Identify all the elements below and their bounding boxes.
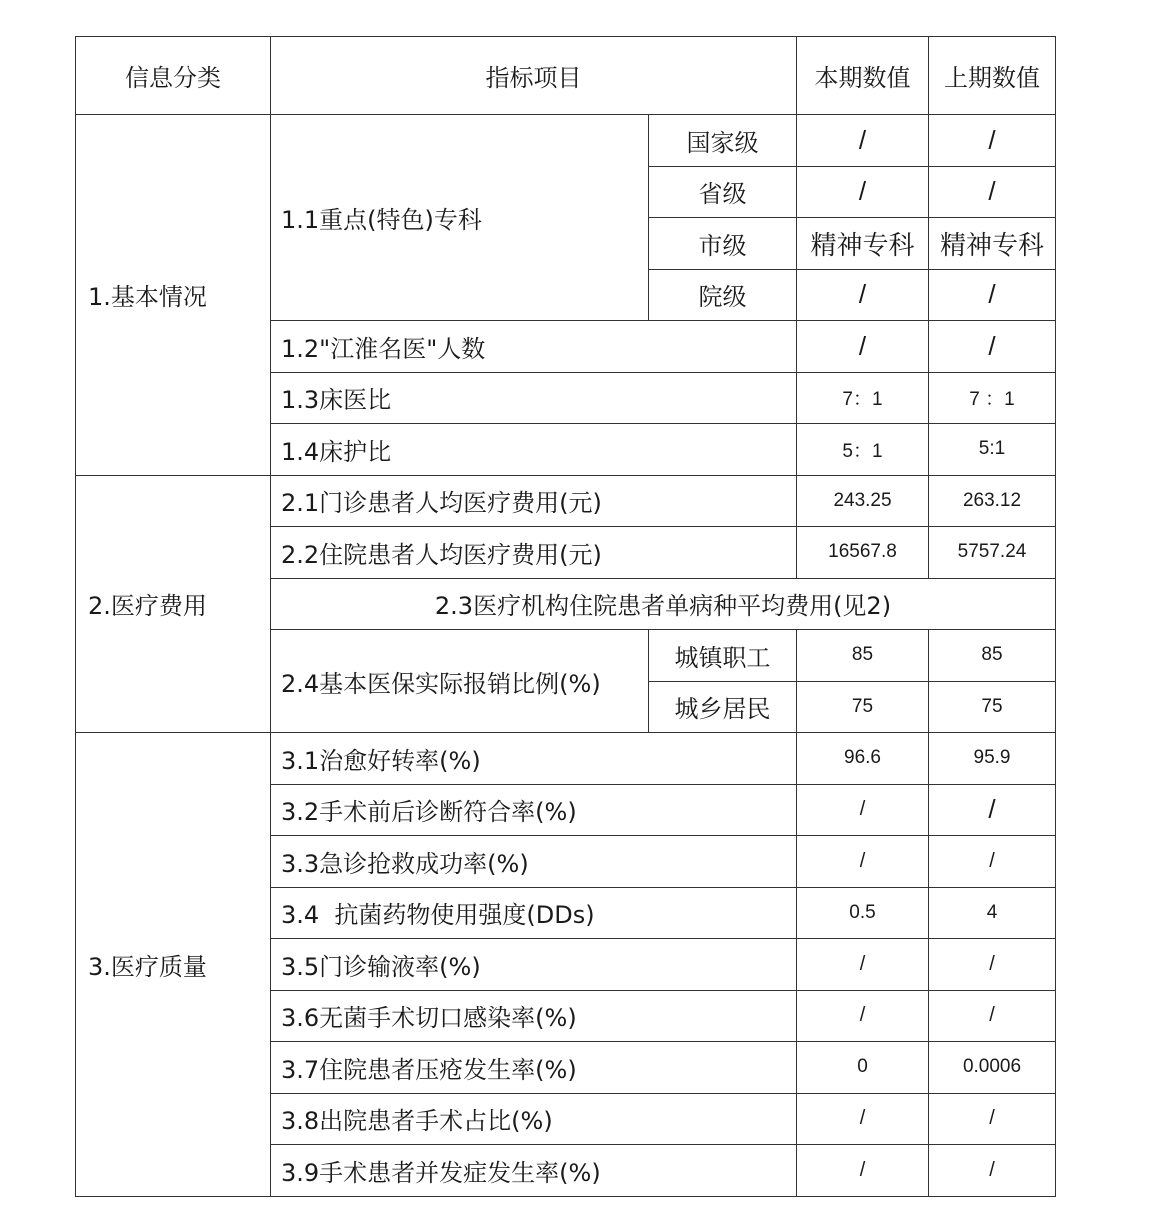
indicator-label: 2.2住院患者人均医疗费用(元) xyxy=(271,527,797,579)
category-quality: 3.医疗质量 xyxy=(76,733,271,1197)
header-row xyxy=(76,37,1056,115)
value-current: / xyxy=(797,939,929,991)
value-previous: / xyxy=(929,939,1056,991)
value-current: / xyxy=(797,115,929,167)
value-previous: 95.9 xyxy=(929,733,1056,785)
value-current: / xyxy=(797,269,929,321)
indicator-table xyxy=(75,36,1056,1197)
level-provincial: 省级 xyxy=(649,166,797,218)
value-previous: 精神专科 xyxy=(929,218,1056,270)
value-previous: / xyxy=(929,269,1056,321)
category-cost: 2.医疗费用 xyxy=(76,475,271,733)
indicator-label: 3.1治愈好转率(%) xyxy=(271,733,797,785)
value-current: 5：1 xyxy=(797,424,929,476)
value-current: 96.6 xyxy=(797,733,929,785)
value-current: 7：1 xyxy=(797,372,929,424)
indicator-label: 1.4床护比 xyxy=(271,424,797,476)
value-current: / xyxy=(797,1093,929,1145)
level-city: 市级 xyxy=(649,218,797,270)
indicator-label: 3.5门诊输液率(%) xyxy=(271,939,797,991)
value-current: 0 xyxy=(797,1042,929,1094)
indicator-label: 3.6无菌手术切口感染率(%) xyxy=(271,990,797,1042)
header-previous: 上期数值 xyxy=(929,37,1056,115)
value-current: 16567.8 xyxy=(797,527,929,579)
value-current: / xyxy=(797,166,929,218)
indicator-label: 1.2"江淮名医"人数 xyxy=(271,321,797,373)
value-current: / xyxy=(797,836,929,888)
value-current: 85 xyxy=(797,630,929,682)
indicator-label: 3.9手术患者并发症发生率(%) xyxy=(271,1145,797,1197)
table-row xyxy=(76,475,1056,527)
value-previous: / xyxy=(929,990,1056,1042)
value-current: / xyxy=(797,321,929,373)
indicator-label: 3.4 抗菌药物使用强度(DDs) xyxy=(271,887,797,939)
indicator-label: 3.8出院患者手术占比(%) xyxy=(271,1093,797,1145)
header-indicator: 指标项目 xyxy=(271,37,797,115)
indicator-insurance: 2.4基本医保实际报销比例(%) xyxy=(271,630,649,733)
value-current: 0.5 xyxy=(797,887,929,939)
value-previous: 5:1 xyxy=(929,424,1056,476)
value-previous: 4 xyxy=(929,887,1056,939)
value-previous: / xyxy=(929,1093,1056,1145)
indicator-specialty: 1.1重点(特色)专科 xyxy=(271,115,649,321)
value-previous: 0.0006 xyxy=(929,1042,1056,1094)
value-previous: 263.12 xyxy=(929,475,1056,527)
table-row xyxy=(76,115,1056,167)
value-current: / xyxy=(797,990,929,1042)
indicator-label: 2.1门诊患者人均医疗费用(元) xyxy=(271,475,797,527)
indicator-label: 3.2手术前后诊断符合率(%) xyxy=(271,784,797,836)
single-disease-cost-note: 2.3医疗机构住院患者单病种平均费用(见2) xyxy=(271,578,1056,630)
value-current: / xyxy=(797,1145,929,1197)
indicator-label: 3.3急诊抢救成功率(%) xyxy=(271,836,797,888)
value-previous: / xyxy=(929,1145,1056,1197)
value-previous: / xyxy=(929,115,1056,167)
group-urban-rural-resident: 城乡居民 xyxy=(649,681,797,733)
value-previous: / xyxy=(929,784,1056,836)
table-row xyxy=(76,733,1056,785)
level-hospital: 院级 xyxy=(649,269,797,321)
value-current: 75 xyxy=(797,681,929,733)
value-previous: 5757.24 xyxy=(929,527,1056,579)
indicator-label: 3.7住院患者压疮发生率(%) xyxy=(271,1042,797,1094)
value-current: 243.25 xyxy=(797,475,929,527)
value-previous: / xyxy=(929,321,1056,373)
value-previous: 85 xyxy=(929,630,1056,682)
value-previous: 75 xyxy=(929,681,1056,733)
indicator-label: 1.3床医比 xyxy=(271,372,797,424)
value-current: 精神专科 xyxy=(797,218,929,270)
value-previous: 7 ：1 xyxy=(929,372,1056,424)
header-category: 信息分类 xyxy=(76,37,271,115)
header-current: 本期数值 xyxy=(797,37,929,115)
level-national: 国家级 xyxy=(649,115,797,167)
value-previous: / xyxy=(929,166,1056,218)
group-urban-employee: 城镇职工 xyxy=(649,630,797,682)
category-basic: 1.基本情况 xyxy=(76,115,271,476)
value-previous: / xyxy=(929,836,1056,888)
value-current: / xyxy=(797,784,929,836)
